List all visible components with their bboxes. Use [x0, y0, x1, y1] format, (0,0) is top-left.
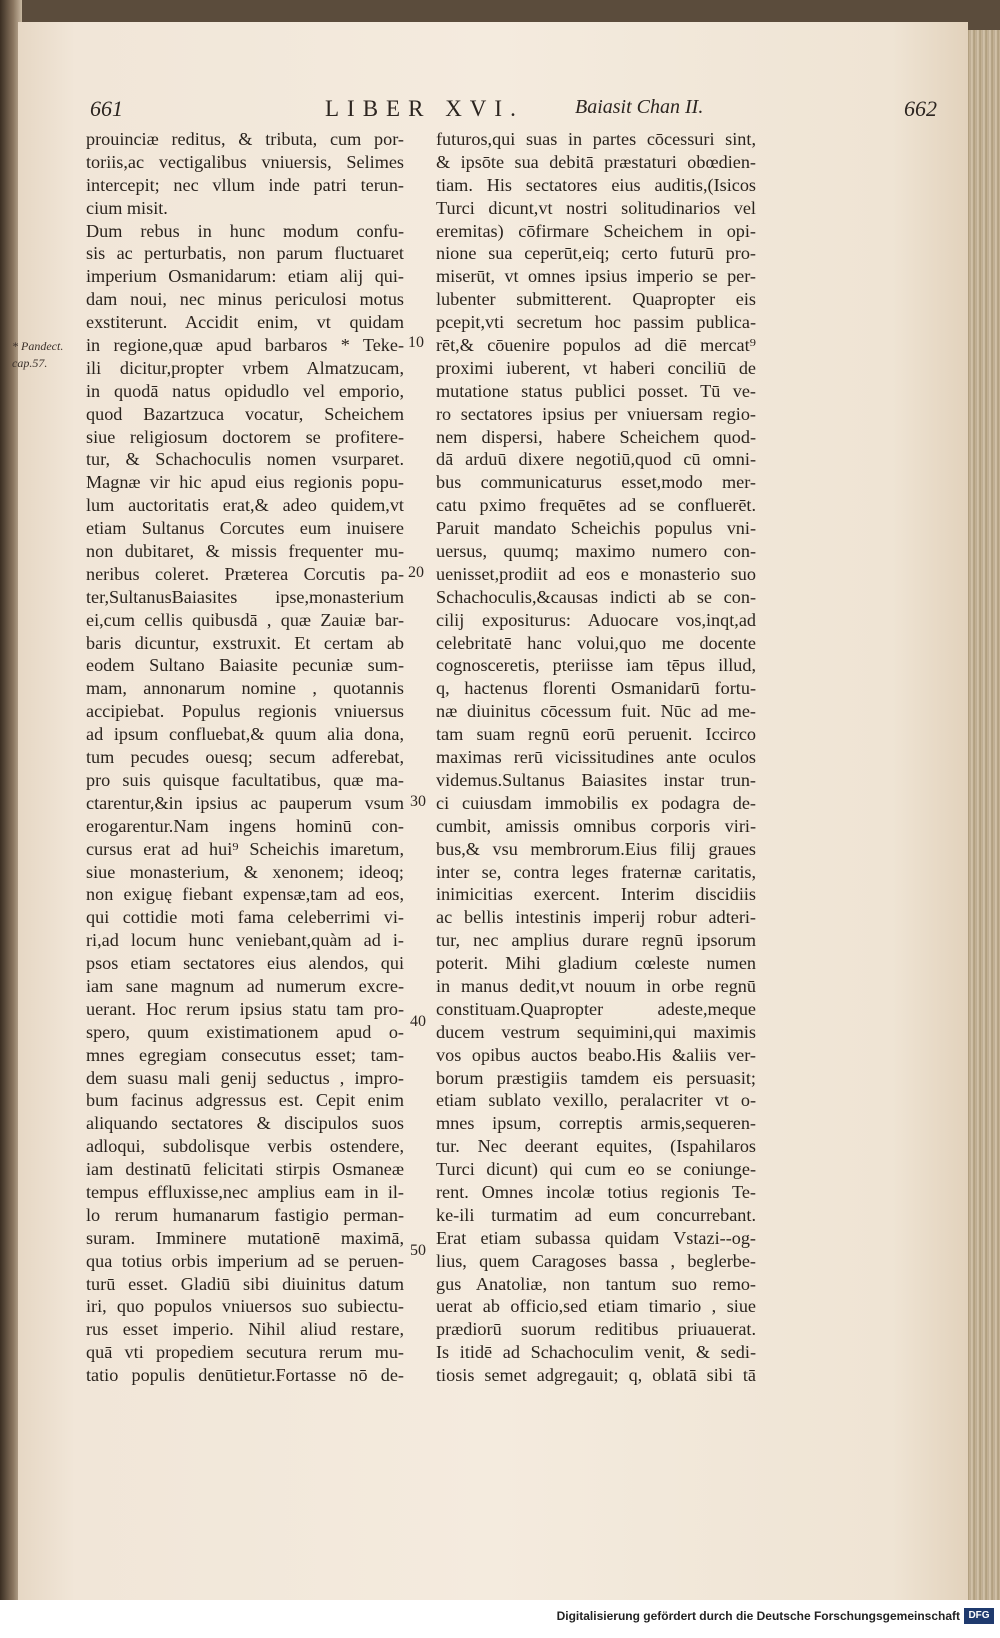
text-line: miserūt, vt omnes ipsius imperio se per-	[436, 266, 756, 287]
text-line: uenisset,prodiit ad eos e monasterio suo	[436, 563, 756, 584]
text-line: tur, nec amplius durare regnū ipsorum	[436, 930, 756, 951]
margin-note-line: cap.57.	[12, 356, 48, 370]
text-line: ducem vestrum sequimini,qui maximis	[436, 1021, 756, 1042]
text-line: Is itidē ad Schachoculim venit, & sedi-	[436, 1342, 756, 1363]
text-line: rus esset imperio. Nihil aliud restare,	[86, 1319, 404, 1340]
text-line: ke-ili turmatim ad eum concurrebant.	[436, 1204, 756, 1225]
text-line: lubenter submitterent. Quapropter eis	[436, 289, 756, 310]
text-line: & ipsōte sua debitā præstaturi obœdien-	[436, 151, 756, 172]
text-line: Paruit mandato Scheichis populus vni-	[436, 518, 756, 539]
text-line: etiam sublato vexillo, peralacriter vt o-	[436, 1090, 756, 1111]
text-line: cium misit.	[86, 197, 168, 218]
running-subtitle: Baiasit Chan II.	[575, 96, 704, 118]
text-line: intercepit; nec vllum inde patri terun-	[86, 174, 404, 195]
text-line: eremitas) cōfirmare Scheichem in opi-	[436, 220, 756, 241]
text-line: pro suis quisque facultatibus, quæ ma-	[86, 769, 404, 790]
text-line: lo rerum humanarum fastigio perman-	[86, 1204, 404, 1225]
text-line: ac bellis intestinis imperij robur adteri-	[436, 907, 756, 928]
text-line: bus,& vsu membrorum.Eius filij graues	[436, 838, 756, 859]
text-line: ter,SultanusBaiasites ipse,monasterium	[86, 586, 404, 607]
text-line: siue monasterium, & xenonem; ideoq;	[86, 861, 404, 882]
line-number: 20	[408, 564, 424, 581]
text-line: mnes egregiam consecutus esset; tam-	[86, 1044, 404, 1065]
text-line: tatio populis denūtietur.Fortasse nō de-	[86, 1365, 404, 1386]
text-line: in manus dedit,vt nouum in orbe regnū	[436, 975, 756, 996]
text-line: neribus coleret. Præterea Corcutis pa-	[86, 563, 404, 584]
text-line: ad ipsum confluebat,& quum alia dona,	[86, 724, 404, 745]
text-line: ili dicitur,propter vrbem Almatzucam,	[86, 357, 404, 378]
text-line: ri,ad locum hunc veniebant,quàm ad i-	[86, 930, 404, 951]
text-line: tur. Nec deerant equites, (Ispahilaros	[436, 1136, 756, 1157]
text-line: ci cuiusdam immobilis ex podagra de-	[436, 792, 756, 813]
text-line: catu pximo frequētes ad se confluerēt.	[436, 495, 756, 516]
page-number-left: 661	[90, 96, 123, 121]
text-line: quā vti propediem secutura rerum mu-	[86, 1342, 404, 1363]
text-line: bus communicaturus esset,modo mer-	[436, 472, 756, 493]
text-line: ro sectatores ipsius per vniuersam regio-	[436, 403, 756, 424]
text-line: Schachoculis,&causas indicti ab se con-	[436, 586, 756, 607]
text-line: pcepit,vti secretum hoc passim publica-	[436, 312, 756, 333]
text-line: sis ac perturbatis, non parum fluctuaret	[86, 243, 404, 264]
text-line: constituam.Quapropter adeste,meque	[436, 998, 756, 1019]
text-line: tum pecudes ouesq; secum adferebat,	[86, 747, 404, 768]
text-line: dem suasu mali genij seductus , impro-	[86, 1067, 404, 1088]
margin-note	[12, 338, 63, 372]
page-stack-edge	[964, 30, 1000, 1600]
text-line: etiam Sultanus Corcutes eum inuisere	[86, 518, 404, 539]
text-line: erogarentur.Nam ingens hominū con-	[86, 815, 404, 836]
text-line: cursus erat ad hui⁹ Scheichis imaretum,	[86, 838, 404, 859]
footer-credit: Digitalisierung gefördert durch die Deutsche Forschungsgemeinschaft	[556, 1609, 960, 1623]
dfg-logo: DFG	[964, 1608, 994, 1624]
text-line: rent. Omnes incolæ totius regionis Te-	[436, 1181, 756, 1202]
line-number: 30	[410, 793, 426, 810]
text-line: exstiterunt. Accidit enim, vt quidam	[86, 312, 404, 333]
text-line: tur, & Schachoculis nomen vsurparet.	[86, 449, 404, 470]
text-line: turū esset. Gladiū sibi diuinitus datum	[86, 1273, 404, 1294]
text-line: gus Anatoliæ, non tantum suo remo-	[436, 1273, 756, 1294]
text-line: mnes ipsum, correptis armis,sequeren-	[436, 1113, 756, 1134]
text-line: cumbit, amissis omnibus corporis viri-	[436, 815, 756, 836]
text-line: nem dispersi, habere Scheichem quod-	[436, 426, 756, 447]
text-line: non exiguę fiebant expensæ,tam ad eos,	[86, 884, 404, 905]
text-line: iam destinatū felicitati stirpis Osmaneæ	[86, 1159, 404, 1180]
text-line: Dum rebus in hunc modum confu-	[86, 220, 404, 241]
text-line: dā arduū dixere negotiū,quod cū omni-	[436, 449, 756, 470]
text-line: lum auctoritatis erat,& adeo quidem,vt	[86, 495, 404, 516]
text-line: bum facinus adgressus est. Cepit enim	[86, 1090, 404, 1111]
line-number: 40	[410, 1013, 426, 1030]
text-line: qua totius orbis imperium ad se peruen-	[86, 1250, 404, 1271]
digitization-footer	[0, 1600, 1000, 1638]
text-line: inimicitias exercent. Interim discidiis	[436, 884, 756, 905]
text-line: iri, quo populos vniuersos suo subiectu-	[86, 1296, 404, 1317]
text-line: videmus.Sultanus Baiasites instar trun-	[436, 769, 756, 790]
text-line: imperium Osmanidarum: etiam alij qui-	[86, 266, 404, 287]
text-line: baris dicuntur, exstruxit. Et certam ab	[86, 632, 404, 653]
text-line: proximi iuberent, vt haberi conciliū de	[436, 357, 756, 378]
text-line: Turci dicunt,vt nostri solitudinarios vel	[436, 197, 756, 218]
line-number: 10	[408, 334, 424, 351]
text-line: tam suam regnū eorū peruenit. Iccirco	[436, 724, 756, 745]
text-line: mutatione status publici posset. Tū ve-	[436, 380, 756, 401]
text-line: siue religiosum doctorem se profitere-	[86, 426, 404, 447]
text-line: uerat ab officio,sed etiam timario , siue	[436, 1296, 756, 1317]
running-title: LIBER XVI.	[325, 96, 524, 121]
page-number-right: 662	[904, 96, 937, 121]
text-line: lius, quem Caragoses bassa , beglerbe-	[436, 1250, 756, 1271]
text-line: celebritatē hanc volui,quo me docente	[436, 632, 756, 653]
text-line: aliquando sectatores & discipulos suos	[86, 1113, 404, 1134]
text-line: ctarentur,&in ipsius ac pauperum vsum	[86, 792, 404, 813]
margin-note-line: * Pandect.	[12, 339, 64, 353]
text-line: iam sane magnum ad numerum excre-	[86, 975, 404, 996]
text-line: ei,cum cellis quibusdā , quæ Zauiæ bar-	[86, 609, 404, 630]
text-line: vos opibus auctos beabo.His &aliis ver-	[436, 1044, 756, 1065]
text-line: non dubitaret, & missis frequenter mu-	[86, 541, 404, 562]
text-line: Turci dicunt) qui cum eo se coniunge-	[436, 1159, 756, 1180]
text-line: uersus, quumq; maximo numero con-	[436, 541, 756, 562]
text-column-left	[86, 128, 404, 1387]
line-number: 50	[410, 1242, 426, 1259]
text-line: accipiebat. Populus regionis vniuersus	[86, 701, 404, 722]
text-line: q, hactenus florenti Osmanidarū fortu-	[436, 678, 756, 699]
text-line: in regione,quæ apud barbaros * Teke-	[86, 335, 404, 356]
text-line: prædiorū suorum reditibus priuauerat.	[436, 1319, 756, 1340]
text-line: qui cottidie moti fama celeberrimi vi-	[86, 907, 404, 928]
text-line: cilij expositurus: Aduocare vos,inqt,ad	[436, 609, 756, 630]
text-line: tempus effluxisse,nec amplius eam in il-	[86, 1181, 404, 1202]
text-line: tiam. His sectatores eius auditis,(Isicos	[436, 174, 756, 195]
text-line: dam noui, nec minus periculosi motus	[86, 289, 404, 310]
text-line: Erat etiam subassa quidam Vstazi--og-	[436, 1227, 756, 1248]
text-line: toriis,ac vectigalibus vniuersis, Selimes	[86, 151, 404, 172]
text-line: tiosis semet adgregauit; q, oblatā sibi tā	[436, 1365, 756, 1386]
text-line: Magnæ vir hic apud eius regionis popu-	[86, 472, 404, 493]
text-line: in quodā natus opidudlo vel emporio,	[86, 380, 404, 401]
text-line: futuros,qui suas in partes cōcessuri sint,	[436, 129, 756, 149]
text-line: rēt,& cōuenire populos ad diē mercat⁹	[436, 335, 756, 356]
text-line: spero, quum existimationem apud o-	[86, 1021, 404, 1042]
text-line: borum præstigiis tamdem eis persuasit;	[436, 1067, 756, 1088]
text-line: poterit. Mihi gladium cœleste numen	[436, 953, 756, 974]
text-line: adloqui, subdolisque verbis ostendere,	[86, 1136, 404, 1157]
text-column-right	[436, 128, 756, 1387]
text-line: cognosceretis, pteriisse iam tēpus illud,	[436, 655, 756, 676]
text-line: uerant. Hoc rerum ipsius statu tam pro-	[86, 998, 404, 1019]
text-line: prouinciæ reditus, & tributa, cum por-	[86, 129, 404, 149]
text-line: eodem Sultano Baiasite pecuniæ sum-	[86, 655, 404, 676]
text-line: psos etiam sectatores eius alendos, qui	[86, 953, 404, 974]
text-line: suram. Imminere mutationē maximā,	[86, 1227, 404, 1248]
text-line: quod Bazartzuca vocatur, Scheichem	[86, 403, 404, 424]
text-line: maximas rerū vicissitudines ante oculos	[436, 747, 756, 768]
text-line: nione sua ceperūt,eiq; certo futurū pro-	[436, 243, 756, 264]
text-line: inter se, contra leges fraternæ caritatis,	[436, 861, 756, 882]
text-line: mam, annonarum nomine , quotannis	[86, 678, 404, 699]
text-line: næ diuinitus cōcessum fuit. Nūc ad me-	[436, 701, 756, 722]
